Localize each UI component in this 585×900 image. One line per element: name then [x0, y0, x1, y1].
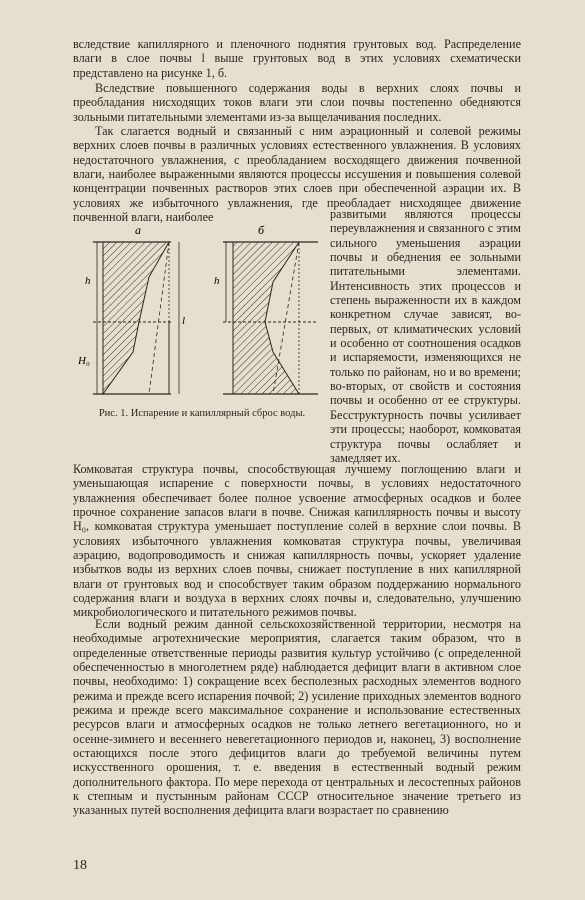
- figure-caption: Рис. 1. Испарение и капиллярный сброс воды.: [98, 408, 306, 419]
- label-h-a: h: [85, 275, 91, 287]
- figure-1: [73, 222, 328, 427]
- paragraph-3-top: Так слагается водный и связанный с ним аэрационный и солевой режимы верхних слоев почвы в различных условиях естественного увлажнения. В условиях недостаточного увлажнения, с преобладанием восходящего движения почвенной влаги, наиболее выраженными являются процессы иссушения и повышения солевой концентрации почвенных растворов этих слоев при обеспеченной аэрации их. В условиях же избыточного увлажнения, где преобладает нисходящее движение почвенной влаги, наиболее: [73, 124, 521, 225]
- diagram-b: [214, 242, 318, 394]
- label-h0: H₀: [78, 355, 90, 367]
- paragraph-2: Вследствие повышенного содержания воды в верхних слоях почвы и преобладания нисходящих токов влаги эти слои почвы постепенно обедняются зольными питательными элементами из-за выщелачивания последних.: [73, 81, 521, 124]
- paragraph-1: вследствие капиллярного и пленочного поднятия грунтовых вод. Распределение влаги в слое почвы l выше грунтовых вод в этих условиях схематически представлено на рисунке 1, б.: [73, 37, 521, 80]
- paragraph-3-side: развитыми являются процессы переувлажнения и связанного с этим сильного уменьшения аэрации почвы и обеднения ее зольными питательными элементами. Интенсивность этих процессов и степень выраженности их в каждом конкретном случае зависят, во-первых, от климатических условий и особенно от соотношения осадков и испаряемости, изменяющихся не только по районам, но и во времени; во-вторых, от свойств и состояния почвы и особенно от ее структуры. Бесструктурность почвы усиливает эти процессы; наоборот, комковатая структура почвы ослабляет и замедляет их.: [330, 207, 521, 465]
- evaporation-diagram: [73, 222, 328, 407]
- label-a: а: [135, 223, 141, 237]
- label-l: l: [182, 315, 186, 327]
- label-h-b: h: [214, 275, 220, 287]
- page-number: 18: [73, 858, 87, 873]
- label-b: б: [258, 223, 265, 237]
- paragraph-4: Если водный режим данной сельскохозяйственной территории, несмотря на необходимые агротехнические мероприятия, слагается таким образом, что в определенные ответственные периоды развития культур устойчиво (с определенной обеспеченностью в многолетнем ряде) наблюдается дефицит влаги в активном слое почвы, необходимо: 1) сокращение всех бесполезных расходных элементов водного режима и прежде всего испарения почвой; 2) усиление приходных элементов водного режима и прежде всего максимальное сохранение и использование естественных ресурсов влаги и атмосферных осадков не только летнего вегетационного, но и осенне-зимнего и весеннего невегетационного периодов и, наконец, 3) восполнение остающихся после этого дефицитов влаги до требуемой величины путем искусственного орошения, т. е. введения в естественный водный режим дополнительного фактора. По мере перехода от центральных и лесостепных районов к степным и пустынным районам СССР относительное значение третьего из указанных путей восполнения дефицита влаги возрастает по сравнению: [73, 617, 521, 818]
- diagram-a: [77, 242, 185, 394]
- paragraph-3-bottom: Комковатая структура почвы, способствующая лучшему поглощению влаги и уменьшающая испарение с поверхности почвы, в условиях недостаточного увлажнения обеспечивает более полное усвоение атмосферных осадков и более прочное сохранение запасов влаги в почве. Снижая капиллярность почвы и высоту H₀, комковатая структура уменьшает поступление солей в верхние слои почвы. В условиях избыточного увлажнения комковатая структура почвы, увеличивая аэрацию, водопроводимость и снижая капиллярность почвы, ускоряет удаление избытков воды из верхних слоев почвы, снижает поступление в них капиллярной влаги от грунтовых вод и способствует таким образом поддержанию нормального содержания влаги и воздуха в верхних слоях почвы и, следовательно, улучшению микробиологического и питательного режимов почвы.: [73, 462, 521, 620]
